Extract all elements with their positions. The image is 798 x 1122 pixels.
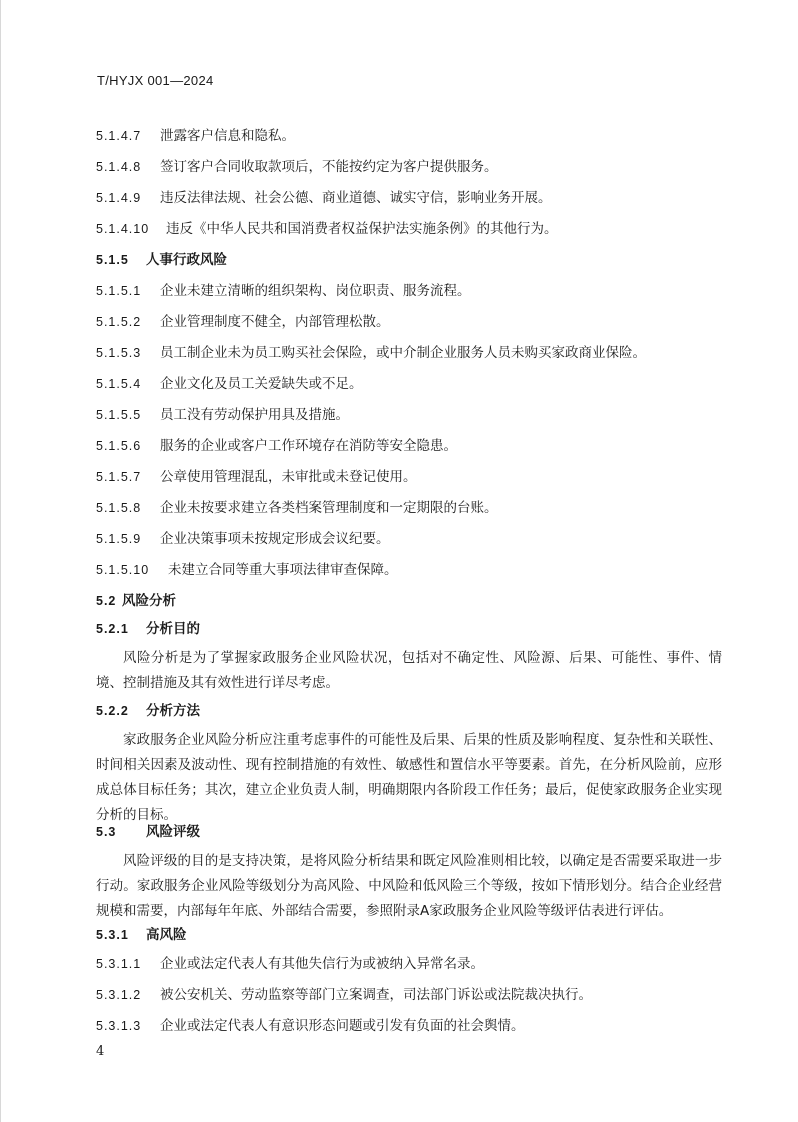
clause-text: 服务的企业或客户工作环境存在消防等安全隐患。 [160,438,457,454]
clause-5-1-5-9 [96,530,390,548]
clause-5-1-4-8 [96,158,498,176]
clause-text: 违反法律法规、社会公德、商业道德、诚实守信，影响业务开展。 [160,190,552,206]
section-title: 风险分析 [122,593,176,609]
clause-number: 5.1.5.7 [96,470,142,484]
section-heading-5-3 [96,823,200,841]
clause-5-3-1-3 [96,1017,525,1035]
section-title: 分析目的 [146,621,200,637]
clause-text: 违反《中华人民共和国消费者权益保护法实施条例》的其他行为。 [166,221,558,237]
clause-5-1-4-7 [96,127,295,145]
clause-5-1-4-10 [96,220,558,238]
clause-text: 签订客户合同收取款项后，不能按约定为客户提供服务。 [160,159,498,175]
clause-number: 5.1.5.4 [96,377,142,391]
clause-number: 5.1.4.10 [96,222,150,236]
section-number: 5.3 [96,825,117,839]
section-heading-5-2 [96,592,176,610]
clause-text: 泄露客户信息和隐私。 [160,128,295,144]
section-heading-5-2-1 [96,620,200,638]
clause-number: 5.1.4.9 [96,191,142,205]
section-number: 5.2.2 [96,704,129,718]
clause-text: 企业管理制度不健全，内部管理松散。 [160,314,390,330]
page-number: 4 [96,1044,105,1059]
clause-5-1-5-3 [96,344,646,362]
clause-text: 企业决策事项未按规定形成会议纪要。 [160,531,390,547]
clause-number: 5.1.5.10 [96,563,150,577]
clause-number: 5.3.1.2 [96,988,142,1002]
paragraph-analysis-purpose: 风险分析是为了掌握家政服务企业风险状况，包括对不确定性、风险源、后果、可能性、事件、情境、控制措施及其有效性进行详尽考虑。 [96,650,722,691]
clause-number: 5.1.5.6 [96,439,142,453]
clause-5-1-5-7 [96,468,417,486]
clause-5-1-4-9 [96,189,552,207]
clause-number: 5.3.1.3 [96,1019,142,1033]
clause-5-1-5-8 [96,499,498,517]
clause-5-1-5-6 [96,437,457,455]
clause-5-1-5-1 [96,282,471,300]
clause-number: 5.1.5.2 [96,315,142,329]
section-title: 人事行政风险 [146,252,227,268]
section-title: 风险评级 [146,824,200,840]
clause-5-1-5-5 [96,406,349,424]
section-number: 5.2 [96,594,117,608]
clause-number: 5.1.5.9 [96,532,142,546]
clause-5-1-5-2 [96,313,390,331]
clause-5-3-1-2 [96,986,592,1004]
paragraph-risk-rating: 风险评级的目的是支持决策，是将风险分析结果和既定风险准则相比较，以确定是否需要采取进一步行动。家政服务企业风险等级划分为高风险、中风险和低风险三个等级，按如下情形划分。结合企业经营规模和需要，内部每年年底、外部结合需要，参照附录A家政服务企业风险等级评估表进行评估。 [96,853,722,919]
clause-number: 5.1.4.7 [96,129,142,143]
section-number: 5.3.1 [96,928,129,942]
clause-text: 企业未按要求建立各类档案管理制度和一定期限的台账。 [160,500,498,516]
section-number: 5.2.1 [96,622,129,636]
clause-text: 员工制企业未为员工购买社会保险，或中介制企业服务人员未购买家政商业保险。 [160,345,646,361]
clause-text: 企业或法定代表人有其他失信行为或被纳入异常名录。 [160,956,484,972]
section-heading-5-3-1 [96,926,187,944]
section-heading-5-1-5 [96,251,227,269]
clause-5-3-1-1 [96,955,484,973]
clause-text: 员工没有劳动保护用具及措施。 [160,407,349,423]
clause-5-1-5-10 [96,561,398,579]
clause-text: 企业未建立清晰的组织架构、岗位职责、服务流程。 [160,283,471,299]
section-title: 高风险 [146,927,187,943]
clause-number: 5.1.5.3 [96,346,142,360]
clause-number: 5.1.5.8 [96,501,142,515]
clause-number: 5.1.5.5 [96,408,142,422]
clause-text: 企业或法定代表人有意识形态问题或引发有负面的社会舆情。 [160,1018,525,1034]
section-title: 分析方法 [146,703,200,719]
clause-text: 企业文化及员工关爱缺失或不足。 [160,376,363,392]
clause-text: 被公安机关、劳动监察等部门立案调查，司法部门诉讼或法院裁决执行。 [160,987,592,1003]
section-number: 5.1.5 [96,253,129,267]
section-heading-5-2-2 [96,702,200,720]
clause-5-1-5-4 [96,375,363,393]
clause-number: 5.1.4.8 [96,160,142,174]
clause-text: 公章使用管理混乱，未审批或未登记使用。 [160,469,417,485]
document-code: T/HYJX 001—2024 [97,73,214,88]
paragraph-analysis-method: 家政服务企业风险分析应注重考虑事件的可能性及后果、后果的性质及影响程度、复杂性和关联性、时间相关因素及波动性、现有控制措施的有效性、敏感性和置信水平等要素。首先，在分析风险前，应形成总体目标任务；其次，建立企业负责人制，明确期限内各阶段工作任务；最后，促使家政服务企业实现分析的目标。 [96,732,722,823]
clause-number: 5.1.5.1 [96,284,142,298]
clause-text: 未建立合同等重大事项法律审查保障。 [168,562,398,578]
clause-number: 5.3.1.1 [96,957,142,971]
